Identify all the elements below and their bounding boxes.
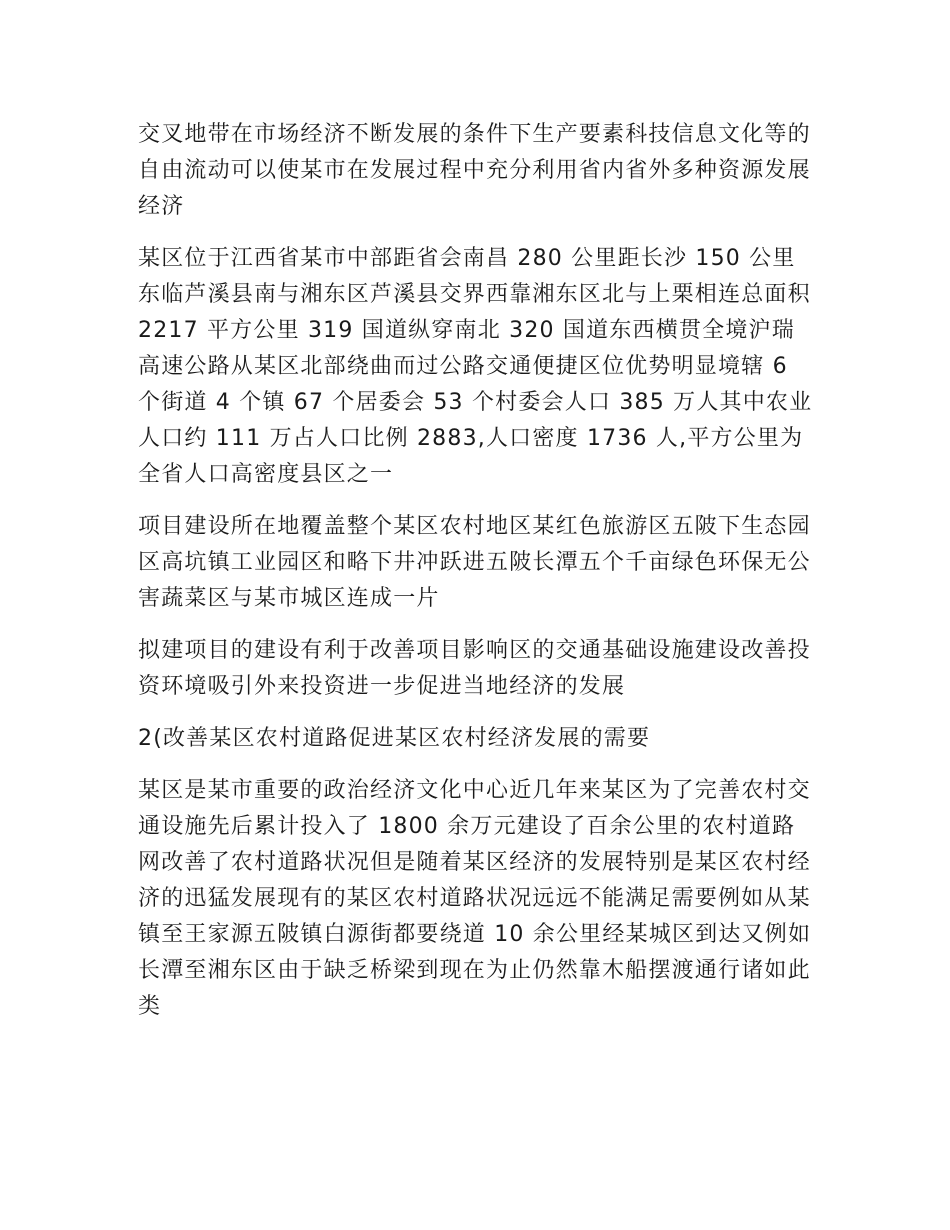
document-page (138, 117, 814, 1041)
section-heading: 2(改善某区农村道路促进某区农村经济发展的需要 (138, 726, 651, 751)
paragraph-2: 某区位于江西省某市中部距省会南昌 280 公里距长沙 150 公里东临芦溪县南与湘东区芦溪县交界西靠湘东区北与上栗相连总面积 2217 平方公里 319 国道纵穿南北 320 国道东西横贯全境沪瑞高速公路从某区北部绕曲而过公路交通便捷区位优势明显境辖 6 个街道 4 个镇 67 个居委会 53 个村委会人口 385 万人其中农业人口约 111 万占人口比例 2883,人口密度 1736 人,平方公里为全省人口高密度县区之一 (138, 246, 813, 487)
paragraph-4: 拟建项目的建设有利于改善项目影响区的交通基础设施建设改善投资环境吸引外来投资进一步促进当地经济的发展 (138, 638, 811, 699)
paragraph-3: 项目建设所在地覆盖整个某区农村地区某红色旅游区五陂下生态园区高坑镇工业园区和略下井冲跃进五陂长潭五个千亩绿色环保无公害蔬菜区与某市城区连成一片 (138, 514, 811, 611)
paragraph-5: 某区是某市重要的政治经济文化中心近几年来某区为了完善农村交通设施先后累计投入了 1800 余万元建设了百余公里的农村道路网改善了农村道路状况但是随着某区经济的发展特别是某区农村经济的迅猛发展现有的某区农村道路状况远远不能满足需要例如从某镇至王家源五陂镇白源街都要绕道 10 余公里经某城区到达又例如长潭至湘东区由于缺乏桥梁到现在为止仍然靠木船摆渡通行诸如此类 (138, 778, 812, 1019)
paragraph-1: 交叉地带在市场经济不断发展的条件下生产要素科技信息文化等的自由流动可以使某市在发展过程中充分利用省内省外多种资源发展经济 (138, 122, 811, 219)
